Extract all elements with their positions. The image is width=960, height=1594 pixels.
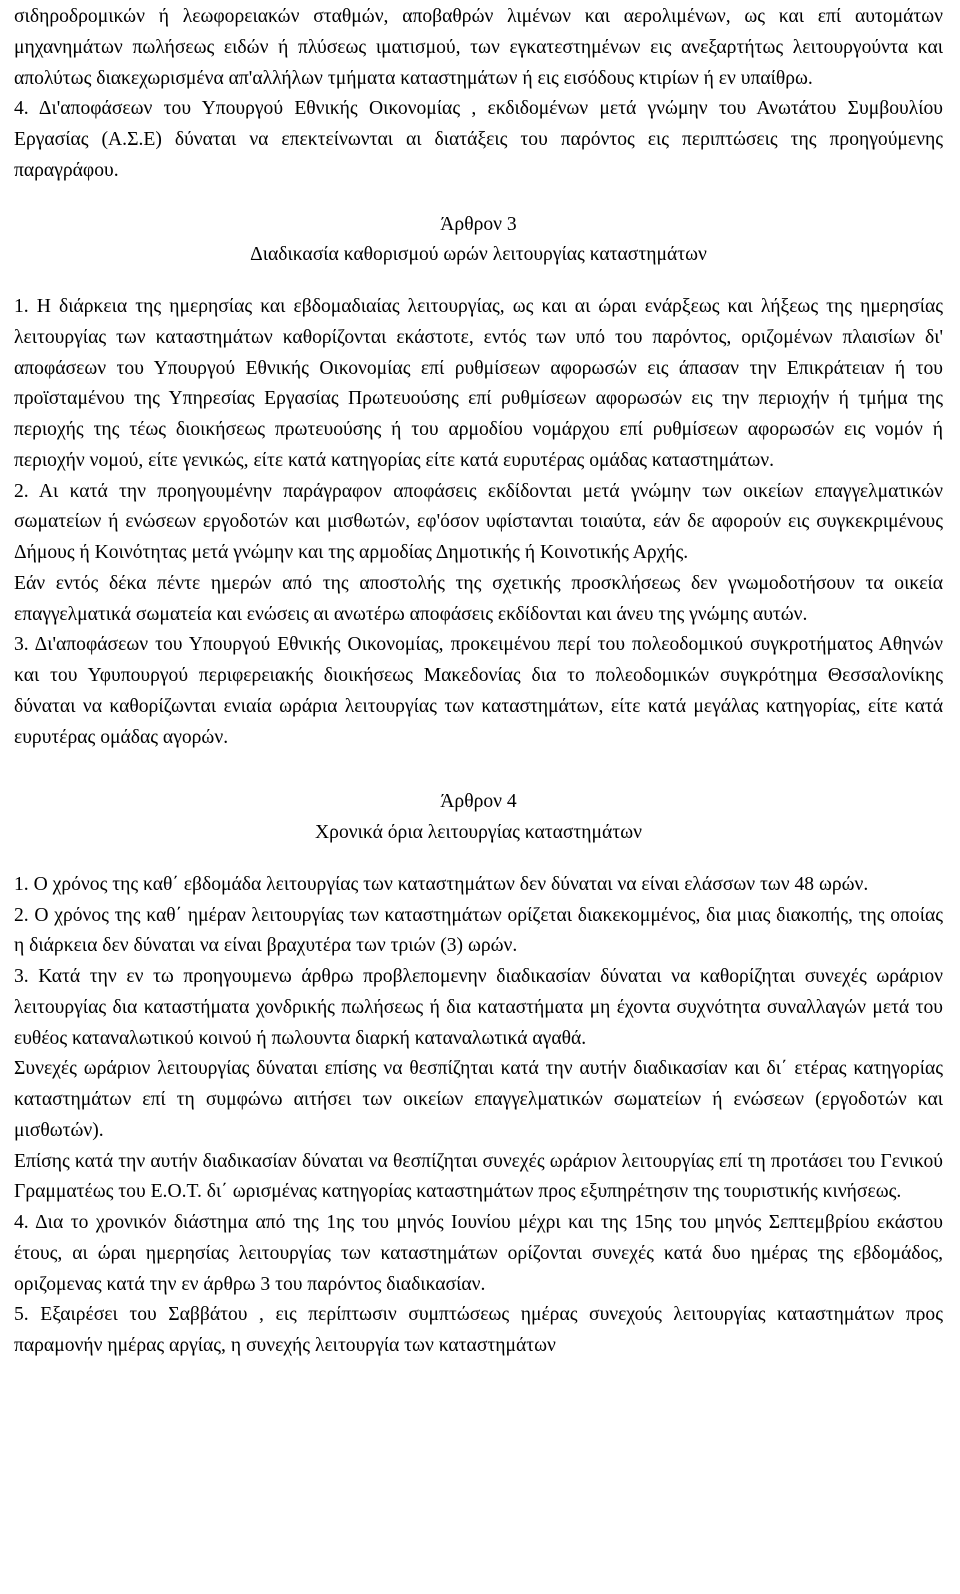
article-4-paragraph-3c: Επίσης κατά την αυτήν διαδικασίαν δύναται να θεσπίζηται συνεχές ωράριον λειτουργίας επί τη προτάσει του Γενικού Γραμματέως του Ε.Ο.Τ. δι΄ ωρισμένας κατηγορίας καταστημάτων προς εξυπηρέτησιν της τουριστικής κινήσεως.: [14, 1150, 943, 1203]
article-3-header: [14, 210, 943, 272]
article-3-paragraph-2: 2. Αι κατά την προηγουμένην παράγραφον αποφάσεις εκδίδονται μετά γνώμην των οικείων επαγγελματικών σωματείων ή ενώσεων εργοδοτών και μισθωτών, εφ'όσον υφίστανται τοιαύτα, εάν δε αφορούν εις συγκεκριμένους Δήμους ή Κοινότητας μετά γνώμην και της αρμοδίας Δημοτικής ή Κοινοτικής Αρχής.: [14, 480, 943, 563]
spacer: [14, 271, 943, 292]
intro-paragraph-1: σιδηροδρομικών ή λεωφορειακών σταθμών, αποβαθρών λιμένων και αερολιμένων, ως και επί αυτομάτων μηχανημάτων πωλήσεως ειδών ή πλύσεως ιματισμού, των εγκατεστημένων εις ανεξαρτήτως λειτουργούντα και απολύτως διακεχωρισμένα απ'αλλήλων τμήματα καταστημάτων ή εις εισόδους κτιρίων ή εν υπαίθρω.: [14, 6, 943, 89]
intro-paragraph-2: 4. Δι'αποφάσεων του Υπουργού Εθνικής Οικονομίας , εκδιδομένων μετά γνώμην του Ανωτάτου Συμβουλίου Εργασίας (Α.Σ.Ε) δύναται να επεκτείνωνται αι διατάξεις του παρόντος εις περιπτώσεις της προηγούμενης παραγράφου.: [14, 98, 943, 181]
article-3-paragraph-2b: Εάν εντός δέκα πέντε ημερών από της αποστολής της σχετικής προσκλήσεως δεν γνωμοδοτήσουν τα οικεία επαγγελματικά σωματεία και ενώσεις αι ανωτέρω αποφάσεις εκδίδονται και άνευ της γνώμης αυτών.: [14, 572, 943, 625]
article-4-paragraph-4: 4. Δια το χρονικόν διάστημα από της 1ης του μηνός Ιουνίου μέχρι και της 15ης του μηνός Σεπτεμβρίου εκάστου έτους, αι ώραι ημερησίας λειτουργίας των καταστημάτων ορίζονται συνεχές κατά δυο ημέρας της εβδομάδος, οριζομενας κατά την εν άρθρω 3 του παρόντος διαδικασίαν.: [14, 1212, 943, 1295]
spacer: [14, 849, 943, 870]
article-4-paragraph-3: 3. Κατά την εν τω προηγουμενω άρθρω προβλεπομενην διαδικασίαν δύναται να καθορίζηται συνεχές ωράριον λειτουργίας δια καταστήματα χονδρικής πωλήσεως ή δια καταστήματα μη έχοντα συχνότητα συναλλαγών μετά του ευθέος καταναλωτικού κοινού ή πωλουντα διαρκή καταναλωτικά αγαθά.: [14, 966, 943, 1049]
article-3-heading: Άρθρον 3: [440, 213, 517, 235]
article-4-heading: Άρθρον 4: [440, 791, 517, 813]
spacer: [14, 187, 943, 210]
article-4-paragraph-2: 2. Ο χρόνος της καθ΄ ημέραν λειτουργίας των καταστημάτων ορίζεται διακεκομμένος, δια μιας διακοπής, της οποίας η διάρκεια δεν δύναται να είναι βραχυτέρα των τριών (3) ωρών.: [14, 904, 943, 957]
article-4-paragraph-1: 1. Ο χρόνος της καθ΄ εβδομάδα λειτουργίας των καταστημάτων δεν δύναται να είναι ελάσσων των 48 ωρών.: [14, 873, 869, 895]
article-3-title: Διαδικασία καθορισμού ωρών λειτουργίας καταστημάτων: [250, 244, 707, 266]
article-4-paragraph-3b: Συνεχές ωράριον λειτουργίας δύναται επίσης να θεσπίζηται κατά την αυτήν διαδικασίαν και δι΄ ετέρας κατηγορίας καταστημάτων επί τη συμφώνω αιτήσει των οικείων επαγγελματικών σωματείων ή ενώσεων (εργοδοτών και μισθωτών).: [14, 1058, 943, 1141]
article-4-header: [14, 787, 943, 849]
article-3-paragraph-3: 3. Δι'αποφάσεων του Υπουργού Εθνικής Οικονομίας, προκειμένου περί του πολεοδομικού συγκροτήματος Αθηνών και του Υφυπουργού περιφερειακής διοικήσεως Μακεδονίας δια το πολεοδομικών συγκρότημα Θεσσαλονίκης δύναται να καθορίζωνται ενιαία ωράρια λειτουργίας των καταστημάτων, είτε κατά μεγάλας κατηγορίας, είτε κατά ευρυτέρας ομάδας αγορών.: [14, 634, 943, 748]
article-4-title: Χρονικά όρια λειτουργίας καταστημάτων: [315, 822, 642, 843]
article-4-paragraph-5: 5. Εξαιρέσει του Σαββάτου , εις περίπτωσιν συμπτώσεως ημέρας συνεχούς λειτουργίας καταστημάτων προς παραμονήν ημέρας αργίας, η συνεχής λειτουργία των καταστημάτων: [14, 1304, 943, 1356]
spacer: [14, 753, 943, 787]
article-3-paragraph-1: 1. Η διάρκεια της ημερησίας και εβδομαδιαίας λειτουργίας, ως και αι ώραι ενάρξεως και λήξεως της ημερησίας λειτουργίας των καταστημάτων καθορίζονται εκάστοτε, εντός των υπό του παρόντος, οριζομένων πλαισίων δι' αποφάσεων του Υπουργού Εθνικής Οικονομίας επί ρυθμίσεων αφορωσών εις άπασαν την Επικράτειαν ή του προϊσταμένου της Υπηρεσίας Εργασίας Πρωτευούσης επί ρυθμίσεων αφορωσών εις την περιοχήν ή τμήμα της περιοχής της τέως διοικήσεως πρωτευούσης ή του αρμοδίου νομάρχου επί ρυθμίσεων αφορωσών εις νομόν ή περιοχήν νομού, είτε γενικώς, είτε κατά κατηγορίας είτε κατά ευρυτέρας ομάδας καταστημάτων.: [14, 296, 943, 471]
